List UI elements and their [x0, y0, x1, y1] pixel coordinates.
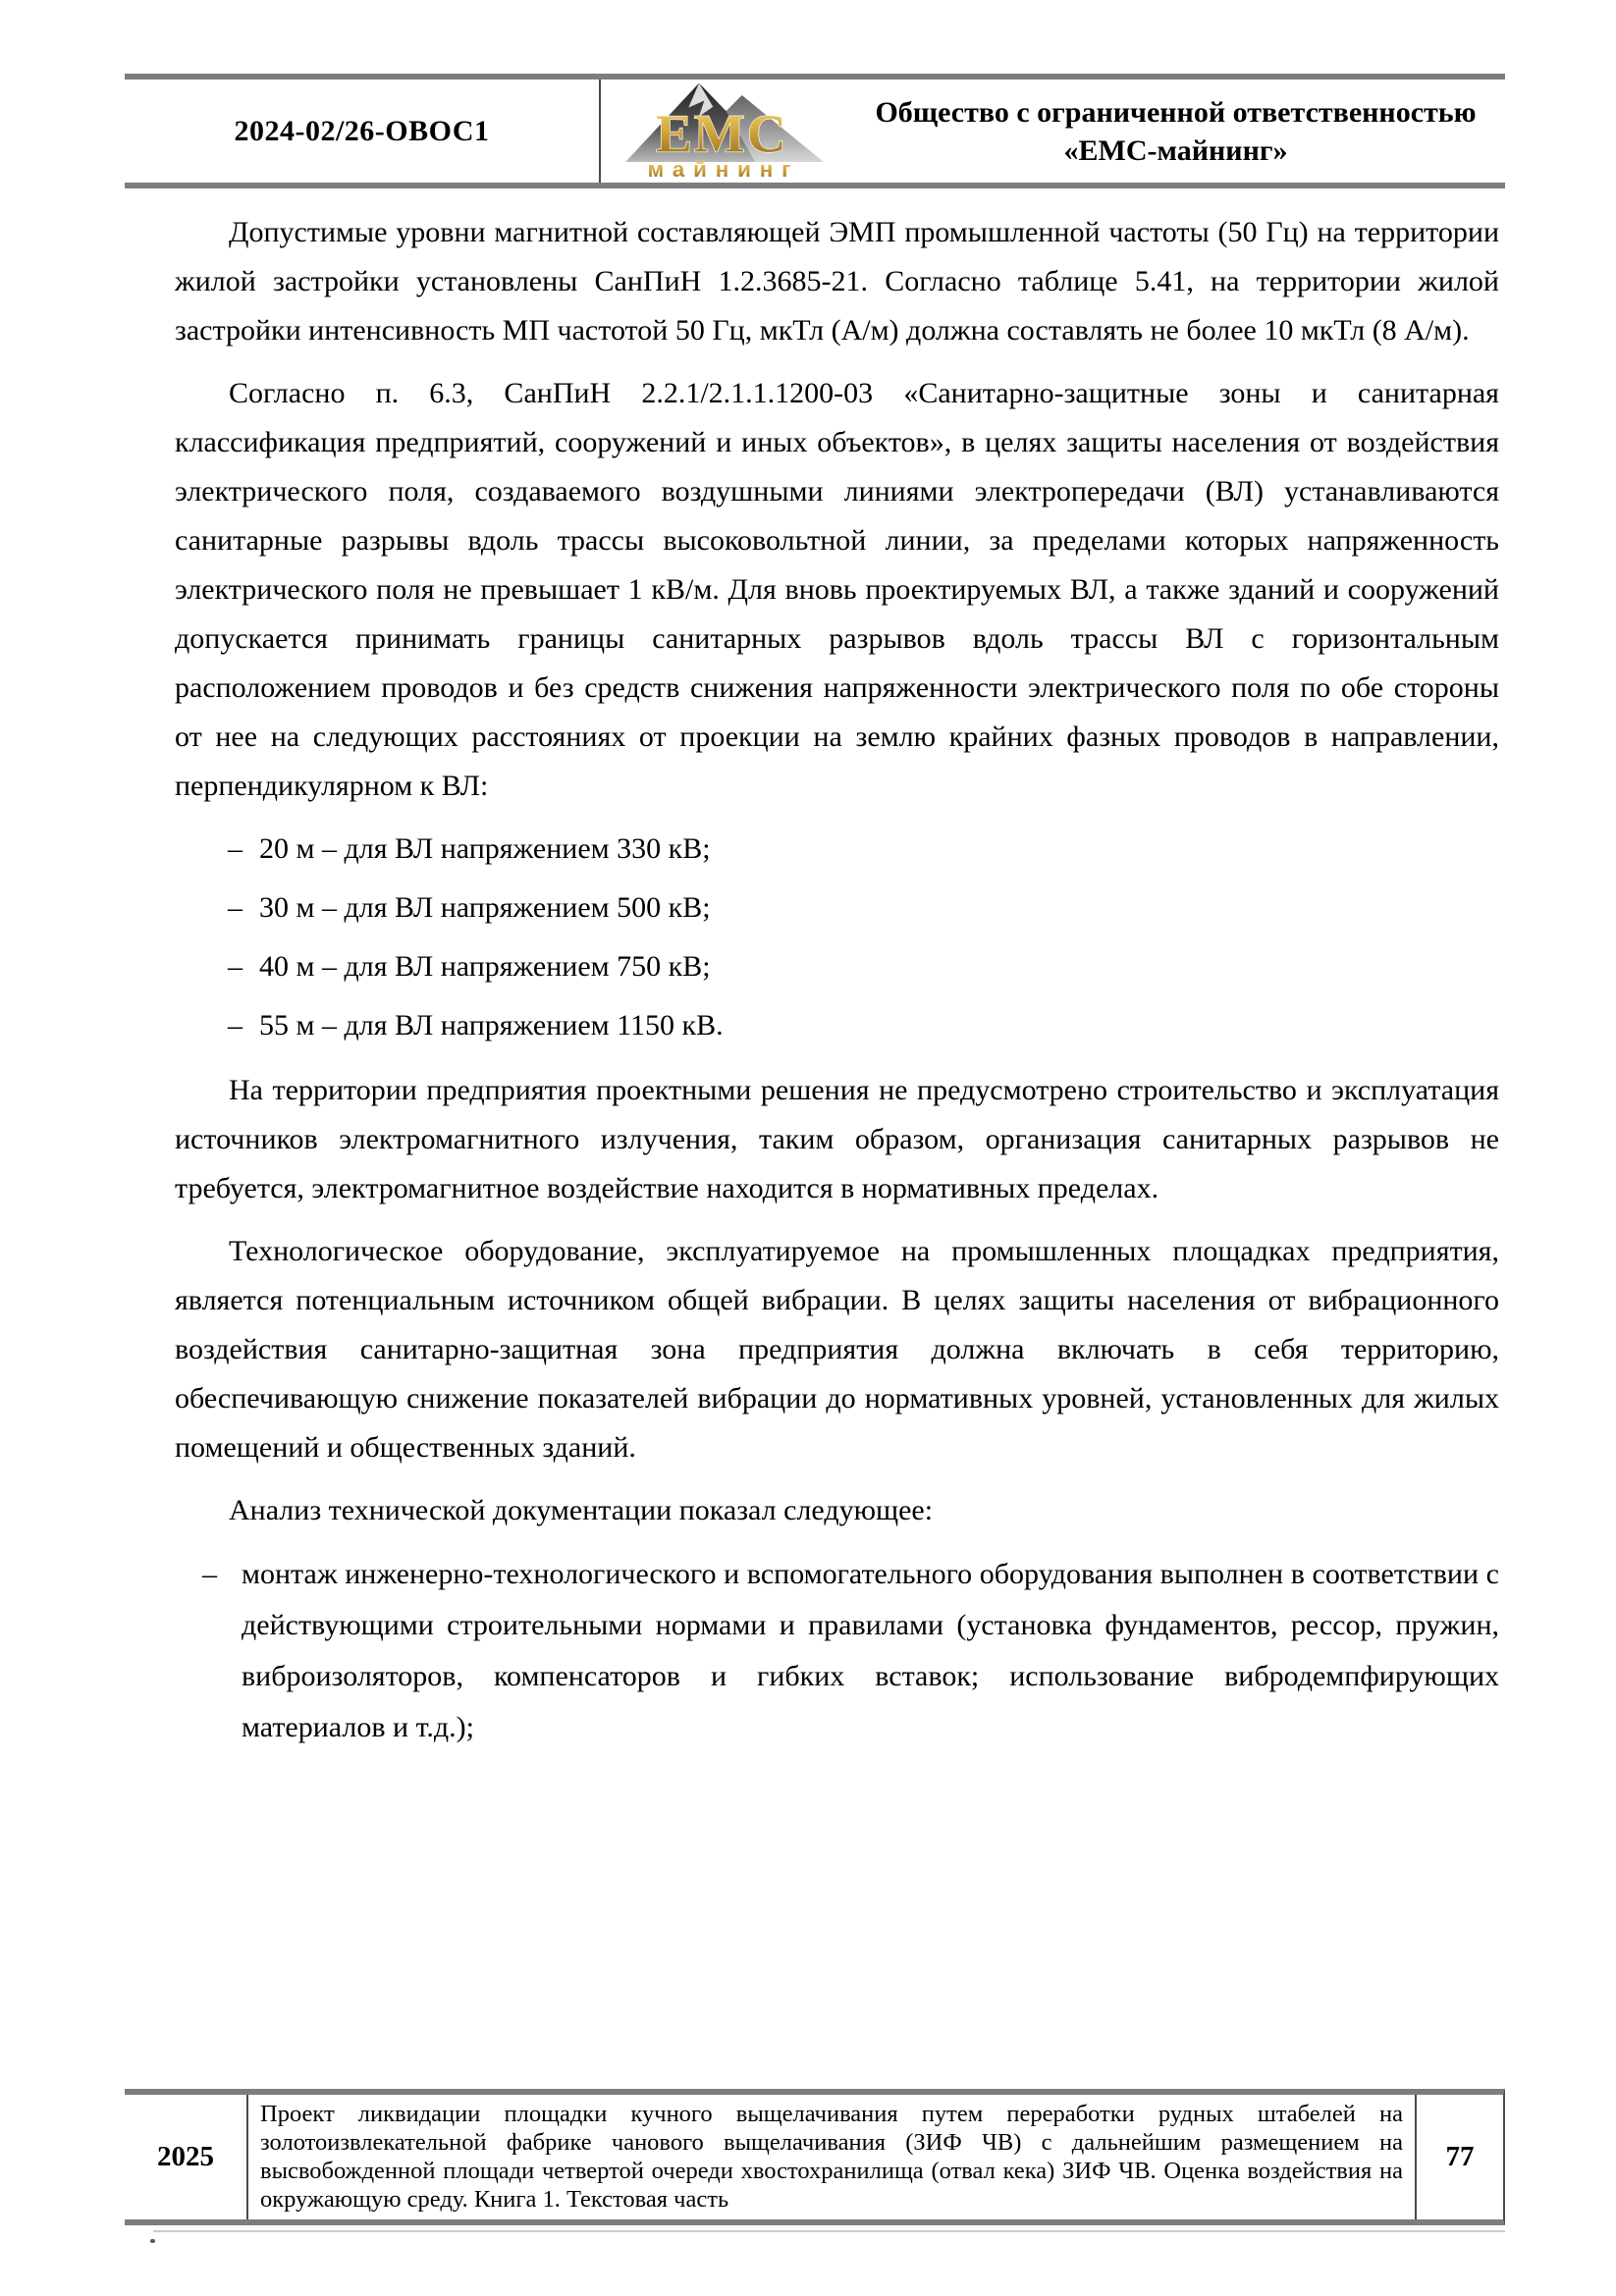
paragraph-vibration: Технологическое оборудование, эксплуатируемое на промышленных площадках предприятия, является потенциальным источником общей вибрации. В целях защиты населения от вибрационного воздействия санитарно-защитная зона предприятия должна включать в себя территорию, обеспечивающую снижение показателей вибрации до нормативных уровней, установленных для жилых помещений и общественных зданий.: [175, 1235, 1499, 1464]
dash-bullet: –: [228, 950, 242, 983]
list-item: – 20 м – для ВЛ напряжением 330 кВ;: [175, 825, 1499, 874]
footer-project-description: Проект ликвидации площадки кучного выщелачивания путем переработки рудных штабелей на золотоизвлекательной фабрике чанового выщелачивания (ЗИФ ЧВ) с дальнейшим размещением на высвобожденной площади четвертой очереди хвостохранилища (отвал кека) ЗИФ ЧВ. Оценка воздействия на окружающую среду. Книга 1. Текстовая часть: [248, 2095, 1417, 2219]
company-name-line2: «ЕМС-майнинг»: [1063, 133, 1288, 167]
vl-distance-list: [175, 825, 1499, 1050]
dash-bullet: –: [228, 1009, 242, 1041]
list-item: – 30 м – для ВЛ напряжением 500 кВ;: [175, 883, 1499, 933]
page-number: 77: [1445, 2141, 1475, 2172]
company-logo: [601, 80, 846, 183]
company-name-line1: Общество с ограниченной ответственностью: [875, 95, 1477, 129]
list-item: – монтаж инженерно-технологического и вспомогательного оборудования выполнен в соответствии с действующими строительными нормами и правилами (установка фундаментов, рессор, пружин, виброизоляторов, компенсаторов и гибких вставок; использование вибродемпфирующих материалов и т.д.);: [175, 1549, 1499, 1753]
paragraph-sanitary-gaps: Согласно п. 6.3, СанПиН 2.2.1/2.1.1.1200-03 «Санитарно-защитные зоны и санитарная классификация предприятий, сооружений и иных объектов», в целях защиты населения от воздействия электрического поля, создаваемого воздушными линиями электропередачи (ВЛ) устанавливаются санитарные разрывы вдоль трассы высоковольтной линии, за пределами которых напряженность электрического поля не превышает 1 кВ/м. Для вновь проектируемых ВЛ, а также зданий и сооружений допускается принимать границы санитарных разрывов вдоль трассы ВЛ с горизонтальным расположением проводов и без средств снижения напряженности электрического поля по обе стороны от нее на следующих расстояниях от проекции на землю крайних фазных проводов в направлении, перпендикулярном к ВЛ:: [175, 377, 1499, 802]
paragraph-no-emf-sources: На территории предприятия проектными решения не предусмотрено строительство и эксплуатация источников электромагнитного излучения, таким образом, организация санитарных разрывов не требуется, электромагнитное воздействие находится в нормативных пределах.: [175, 1074, 1499, 1204]
page-edge-line: [153, 2230, 1505, 2232]
list-item: – 55 м – для ВЛ напряжением 1150 кВ.: [175, 1001, 1499, 1050]
list-item: – 40 м – для ВЛ напряжением 750 кВ;: [175, 942, 1499, 991]
company-name: [846, 80, 1505, 183]
dash-bullet: –: [228, 891, 242, 924]
analysis-list: [175, 1549, 1499, 1753]
stray-mark: [150, 2239, 155, 2243]
emc-mining-logo-icon: [601, 77, 846, 183]
logo-brand-text: ЕМС: [655, 103, 788, 164]
title-block-header: [125, 74, 1505, 188]
logo-subtitle-text: майнинг: [647, 157, 800, 183]
document-body: [175, 208, 1499, 1753]
dash-bullet: –: [228, 832, 242, 865]
dash-bullet: –: [202, 1558, 217, 1590]
title-block-footer: [125, 2089, 1505, 2225]
footer-year: 2025: [125, 2095, 248, 2219]
document-number: 2024-02/26-ОВОС1: [125, 80, 601, 183]
paragraph-emf-limits: Допустимые уровни магнитной составляющей ЭМП промышленной частоты (50 Гц) на территории жилой застройки установлены СанПиН 1.2.3685-21. Согласно таблице 5.41, на территории жилой застройки интенсивность МП частотой 50 Гц, мкТл (А/м) должна составлять не более 10 мкТл (8 А/м).: [175, 216, 1499, 347]
paragraph-analysis-intro: Анализ технической документации показал следующее:: [229, 1494, 934, 1526]
